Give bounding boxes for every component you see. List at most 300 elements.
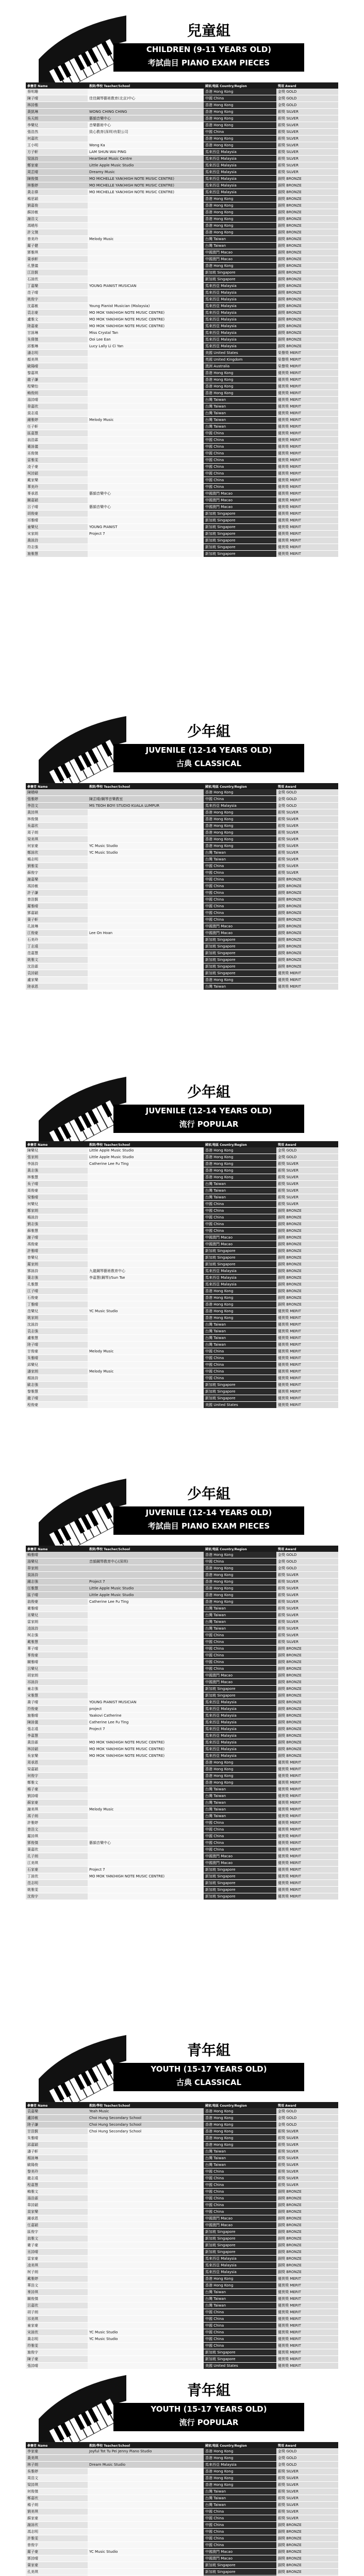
award: 銅獎 BRONZE: [276, 1255, 338, 1261]
participant-name: 顏美琪: [26, 357, 88, 363]
teacher-school: [88, 2182, 204, 2189]
award: 優異獎 MERIT: [276, 2363, 338, 2369]
table-header-row: [26, 783, 338, 789]
participant-name: 施俊宇: [26, 2349, 88, 2356]
teacher-school: [88, 1826, 204, 1833]
participant-name: 何家豪: [26, 843, 88, 850]
teacher-school: Dream Music Studio: [88, 2462, 204, 2468]
country-region: 香港 Hong Kong: [204, 1147, 276, 1154]
participant-name: 孔詠琳: [26, 923, 88, 930]
results-table: [26, 82, 338, 557]
award: 銀獎 SILVER: [276, 149, 338, 156]
country-region: 新加坡 Singapore: [204, 544, 276, 551]
participant-name: 喬詠詩: [26, 537, 88, 544]
column-header: 教師/學校 Teacher/School: [88, 2102, 204, 2108]
teacher-school: [88, 377, 204, 383]
participant-name: 祁美琪: [26, 2316, 88, 2323]
table-header-row: [26, 2102, 338, 2108]
table-row: [26, 1234, 338, 1241]
award: 銅獎 BRONZE: [276, 1652, 338, 1659]
country-region: 新加坡 Singapore: [204, 524, 276, 531]
award: 銅獎 BRONZE: [276, 216, 338, 223]
country-region: 台灣 Taiwan: [204, 403, 276, 410]
table-row: [26, 1659, 338, 1666]
award: 優異獎 MERIT: [276, 511, 338, 517]
teacher-school: [88, 296, 204, 303]
award: 優異獎 MERIT: [276, 457, 338, 464]
country-region: 中國澳門 Macao: [204, 2555, 276, 2562]
participant-name: 沈浩霖: [26, 963, 88, 970]
teacher-school: [88, 1833, 204, 1840]
table-row: [26, 2175, 338, 2182]
participant-name: 宋家朗: [26, 531, 88, 537]
country-region: 台灣 Taiwan: [204, 423, 276, 430]
award: 銀獎 SILVER: [276, 1605, 338, 1612]
participant-name: 莫詠詩: [26, 1572, 88, 1579]
teacher-school: [88, 1632, 204, 1639]
teacher-school: [88, 2282, 204, 2289]
table-row: [26, 2302, 338, 2309]
award: 金獎 GOLD: [276, 1558, 338, 1565]
teacher-school: WONG CHING CHING: [88, 109, 204, 115]
country-region: 新加坡 Singapore: [204, 957, 276, 963]
award: 優異獎 MERIT: [276, 410, 338, 417]
table-row: [26, 2495, 338, 2502]
teacher-school: [88, 2502, 204, 2509]
participant-name: 潘子軒: [26, 2148, 88, 2155]
participant-name: 邱嘉穎: [26, 2142, 88, 2148]
participant-name: 馮曉彤: [26, 223, 88, 229]
column-header: 國家/地區 Country/Region: [204, 783, 276, 789]
award: 榮譽獎 MERIT: [276, 350, 338, 357]
participant-name: 關雅晴: [26, 1659, 88, 1666]
award: 優異獎 MERIT: [276, 1402, 338, 1409]
participant-name: 黃志偉: [26, 189, 88, 196]
award: 銀獎 SILVER: [276, 1585, 338, 1592]
participant-name: 袁嘉樂: [26, 2108, 88, 2115]
country-region: 新加坡 Singapore: [204, 943, 276, 950]
participant-name: 許雅婷: [26, 1820, 88, 1826]
teacher-school: [88, 2515, 204, 2522]
participant-name: 劉志強: [26, 1221, 88, 1228]
table-row: [26, 1301, 338, 1308]
participant-name: 蔡明珊: [26, 89, 88, 95]
teacher-school: [88, 789, 204, 796]
table-row: [26, 1362, 338, 1368]
country-region: 台灣 Taiwan: [204, 410, 276, 417]
country-region: 香港 Hong Kong: [204, 2115, 276, 2122]
country-region: 香港 Hong Kong: [204, 1585, 276, 1592]
teacher-school: [88, 1208, 204, 1214]
column-header: 參賽者 Name: [26, 2442, 88, 2448]
section-title-block: [113, 2379, 304, 2431]
award: 銀獎 SILVER: [276, 129, 338, 135]
teacher-school: 藝韻音樂中心: [88, 490, 204, 497]
country-region: 新加坡 Singapore: [204, 950, 276, 957]
teacher-school: YC Music Studio: [88, 843, 204, 850]
participant-name: 楊子豪: [26, 1786, 88, 1793]
participant-name: 王小明: [26, 142, 88, 149]
award: 優異獎 MERIT: [276, 1846, 338, 1853]
participant-name: 盧詩敏: [26, 2115, 88, 2122]
country-region: 香港 Hong Kong: [204, 843, 276, 850]
teacher-school: [88, 970, 204, 977]
teacher-school: [88, 823, 204, 829]
award: 優異獎 MERIT: [276, 1382, 338, 1388]
teacher-school: Little Apple Music Studio: [88, 1147, 204, 1154]
teacher-school: YC Music Studio: [88, 850, 204, 856]
participant-name: 吳雅婷: [26, 2468, 88, 2475]
award: 銅獎 BRONZE: [276, 1295, 338, 1301]
participant-name: 符雅雯: [26, 2343, 88, 2349]
country-region: 新加坡 Singapore: [204, 1692, 276, 1699]
table-row: [26, 1726, 338, 1733]
participant-name: 鄭家豪: [26, 162, 88, 169]
teacher-school: [88, 2222, 204, 2229]
award: 優異獎 MERIT: [276, 1853, 338, 1860]
award: 銅獎 BRONZE: [276, 2269, 338, 2276]
award: 銅獎 BRONZE: [276, 1733, 338, 1739]
country-region: 香港 Hong Kong: [204, 1167, 276, 1174]
table-row: [26, 2222, 338, 2229]
award: 銀獎 SILVER: [276, 1639, 338, 1646]
country-region: 新加坡 Singapore: [204, 1382, 276, 1388]
table-row: [26, 2455, 338, 2462]
table-row: [26, 1746, 338, 1753]
participant-name: 梁雅晴: [26, 1194, 88, 1201]
participant-name: 袁志豪: [26, 310, 88, 316]
award: 優異獎 MERIT: [276, 377, 338, 383]
participant-name: 柯子朗: [26, 2269, 88, 2276]
teacher-school: Catherine Lee Fu Ting: [88, 1719, 204, 1726]
participant-name: 林子朗: [26, 2462, 88, 2468]
table-row: [26, 263, 338, 269]
table-row: [26, 923, 338, 930]
participant-name: 柯志強: [26, 1632, 88, 1639]
country-region: 香港 Hong Kong: [204, 122, 276, 129]
participant-name: 袁詩穎: [26, 970, 88, 977]
participant-name: 區嘉慧: [26, 430, 88, 437]
country-region: 香港 Hong Kong: [204, 1599, 276, 1605]
country-region: 馬來西亞 Malaysia: [204, 2262, 276, 2269]
country-region: 香港 Hong Kong: [204, 2448, 276, 2455]
teacher-school: [88, 1375, 204, 1382]
table-row: [26, 504, 338, 511]
participant-name: 孔美琪: [26, 2569, 88, 2575]
table-row: [26, 370, 338, 377]
country-region: 新加坡 Singapore: [204, 1686, 276, 1692]
award: 銅獎 BRONZE: [276, 2229, 338, 2235]
participant-name: 丁志遠: [26, 943, 88, 950]
award: 銅獎 BRONZE: [276, 263, 338, 269]
participant-name: 丁雅晴: [26, 1301, 88, 1308]
award: 銅獎 BRONZE: [276, 229, 338, 236]
teacher-school: MO MICHELLE YAN(HIGH NOTE MUSIC CENTRE): [88, 189, 204, 196]
column-header: 教師/學校 Teacher/School: [88, 1546, 204, 1552]
participant-name: 龍子謙: [26, 377, 88, 383]
participant-name: 周子朗: [26, 829, 88, 836]
country-region: 新加坡 Singapore: [204, 1880, 276, 1887]
participant-name: 華子晴: [26, 1646, 88, 1652]
table-row: [26, 229, 338, 236]
teacher-school: [88, 2162, 204, 2168]
country-region: 台灣 Taiwan: [204, 1612, 276, 1619]
teacher-school: MO MICHELLE YAN(HIGH NOTE MUSIC CENTRE): [88, 182, 204, 189]
participant-name: 龍子晴: [26, 1395, 88, 1402]
award: 優異獎 MERIT: [276, 1826, 338, 1833]
country-region: 香港 Hong Kong: [204, 196, 276, 202]
table-row: [26, 497, 338, 504]
award: 銀獎 SILVER: [276, 829, 338, 836]
table-row: [26, 1342, 338, 1348]
table-row: [26, 2363, 338, 2369]
country-region: 中國澳門 Macao: [204, 2222, 276, 2229]
table-row: [26, 1880, 338, 1887]
country-region: 中國澳門 Macao: [204, 1241, 276, 1248]
country-region: 新加坡 Singapore: [204, 937, 276, 943]
teacher-school: [88, 1255, 204, 1261]
country-region: 中國 China: [204, 1639, 276, 1646]
country-region: 新加坡 Singapore: [204, 1248, 276, 1255]
country-region: 香港 Hong Kong: [204, 2455, 276, 2462]
table-row: [26, 162, 338, 169]
results-table: [26, 2102, 338, 2369]
participant-name: 雷雅雯: [26, 457, 88, 464]
participant-name: 方子軒: [26, 149, 88, 156]
country-region: 中國 China: [204, 2168, 276, 2175]
country-region: 台灣 Taiwan: [204, 850, 276, 856]
country-region: 台灣 Taiwan: [204, 2488, 276, 2495]
teacher-school: [88, 2262, 204, 2269]
award: 金獎 GOLD: [276, 102, 338, 109]
country-region: 香港 Hong Kong: [204, 115, 276, 122]
teacher-school: [88, 450, 204, 457]
participant-name: 歐志強: [26, 1382, 88, 1388]
award: 金獎 GOLD: [276, 1552, 338, 1558]
award: 銅獎 BRONZE: [276, 1692, 338, 1699]
country-region: 中國 China: [204, 2195, 276, 2202]
award: 金獎 GOLD: [276, 1147, 338, 1154]
participant-name: 施雅晴: [26, 1713, 88, 1719]
table-row: [26, 1572, 338, 1579]
teacher-school: [88, 444, 204, 450]
country-region: 中國 China: [204, 470, 276, 477]
table-row: [26, 377, 338, 383]
award: 銅獎 BRONZE: [276, 1679, 338, 1686]
column-header: 參賽者 Name: [26, 1546, 88, 1552]
award: 銅獎 BRONZE: [276, 2235, 338, 2242]
teacher-school: [88, 1625, 204, 1632]
participant-name: 姚雅文: [26, 957, 88, 963]
teacher-school: [88, 1766, 204, 1773]
award: 優異獎 MERIT: [276, 1813, 338, 1820]
participant-name: 朱偉傑: [26, 336, 88, 343]
teacher-school: [88, 223, 204, 229]
teacher-school: [88, 1800, 204, 1806]
country-region: 中國 China: [204, 484, 276, 490]
teacher-school: [88, 890, 204, 896]
participant-name: 袁志強: [26, 1328, 88, 1335]
table-row: [26, 1605, 338, 1612]
teacher-school: [88, 1335, 204, 1342]
country-region: 香港 Hong Kong: [204, 1565, 276, 1572]
country-region: 中國 China: [204, 129, 276, 135]
country-region: 馬來西亞 Malaysia: [204, 182, 276, 189]
country-region: 中國 China: [204, 1666, 276, 1672]
award: 銀獎 SILVER: [276, 836, 338, 843]
table-row: [26, 1759, 338, 1766]
teacher-school: [88, 2482, 204, 2488]
table-row: [26, 1558, 338, 1565]
country-region: 馬來西亞 Malaysia: [204, 189, 276, 196]
participant-name: 范嘉慧: [26, 950, 88, 957]
award: 銀獎 SILVER: [276, 1174, 338, 1181]
table-row: [26, 1255, 338, 1261]
teacher-school: [88, 1288, 204, 1295]
country-region: 中國澳門 Macao: [204, 249, 276, 256]
participant-name: 鄧詠詩: [26, 1268, 88, 1275]
table-row: [26, 350, 338, 357]
teacher-school: [88, 2269, 204, 2276]
award: 銀獎 SILVER: [276, 1181, 338, 1188]
participant-name: 邱樂兒: [26, 1362, 88, 1368]
participant-name: 李嘉慧: [26, 1733, 88, 1739]
teacher-school: [88, 1672, 204, 1679]
award: 金獎 GOLD: [276, 803, 338, 809]
award: 優異獎 MERIT: [276, 437, 338, 444]
teacher-school: [88, 397, 204, 403]
table-row: [26, 316, 338, 323]
award: 銅獎 BRONZE: [276, 1753, 338, 1759]
table-row: [26, 2168, 338, 2175]
country-region: 台灣 Taiwan: [204, 1793, 276, 1800]
country-region: 新加坡 Singapore: [204, 1873, 276, 1880]
teacher-school: [88, 2316, 204, 2323]
participant-name: 陸子晴: [26, 1342, 88, 1348]
table-row: [26, 1375, 338, 1382]
section-age-group: CHILDREN (9-11 YEARS OLD): [113, 43, 304, 56]
teacher-school: Melody Music: [88, 236, 204, 243]
country-region: 馬來西亞 Malaysia: [204, 1746, 276, 1753]
award: 優異獎 MERIT: [276, 2316, 338, 2323]
country-region: 香港 Hong Kong: [204, 1780, 276, 1786]
award: 銅獎 BRONZE: [276, 316, 338, 323]
table-row: [26, 1672, 338, 1679]
participant-name: 關俊傑: [26, 2296, 88, 2302]
section-title-zh: 少年組: [187, 1083, 230, 1100]
teacher-school: [88, 950, 204, 957]
country-region: 中國 China: [204, 1652, 276, 1659]
award: 銀獎 SILVER: [276, 2162, 338, 2168]
country-region: 香港 Hong Kong: [204, 202, 276, 209]
table-row: [26, 176, 338, 182]
section-age-group: JUVENILE (12-14 YEARS OLD): [113, 744, 304, 756]
participant-name: 陳子晴: [26, 95, 88, 102]
table-row: [26, 963, 338, 970]
country-region: 香港 Hong Kong: [204, 1552, 276, 1558]
table-row: [26, 470, 338, 477]
teacher-school: Heartbeat Music Centre: [88, 156, 204, 162]
table-row: [26, 2182, 338, 2189]
table-row: [26, 1733, 338, 1739]
award: 優異獎 MERIT: [276, 2282, 338, 2289]
country-region: 美國 United States: [204, 1402, 276, 1409]
teacher-school: [88, 917, 204, 923]
teacher-school: [88, 196, 204, 202]
country-region: 馬來西亞 Malaysia: [204, 149, 276, 156]
participant-name: 鄧詩晴: [26, 2555, 88, 2562]
participant-name: 曾樂兒: [26, 1255, 88, 1261]
participant-name: 賴雅文: [26, 2189, 88, 2195]
country-region: 新加坡 Singapore: [204, 276, 276, 283]
teacher-school: Little Apple Music Studio: [88, 162, 204, 169]
participant-name: 胡家朗: [26, 1672, 88, 1679]
table-row: [26, 417, 338, 423]
table-row: [26, 457, 338, 464]
table-row: [26, 531, 338, 537]
award: 金獎 GOLD: [276, 1565, 338, 1572]
award: 銀獎 SILVER: [276, 1592, 338, 1599]
table-row: [26, 1281, 338, 1288]
teacher-school: [88, 437, 204, 444]
teacher-school: [88, 2249, 204, 2256]
section-title-block: [113, 1483, 304, 1535]
teacher-school: [88, 1395, 204, 1402]
award: 銅獎 BRONZE: [276, 1672, 338, 1679]
country-region: 馬來西亞 Malaysia: [204, 330, 276, 336]
section-title-zh: 兒童組: [187, 22, 230, 39]
section-title-block: [113, 720, 304, 772]
country-region: 中國澳門 Macao: [204, 930, 276, 937]
teacher-school: [88, 2555, 204, 2562]
award: 銅獎 BRONZE: [276, 303, 338, 310]
country-region: 新加坡 Singapore: [204, 517, 276, 524]
teacher-school: [88, 883, 204, 890]
teacher-school: [88, 2302, 204, 2309]
participant-name: 區子晴: [26, 1592, 88, 1599]
country-region: 香港 Hong Kong: [204, 2468, 276, 2475]
participant-name: 葉子軒: [26, 917, 88, 923]
teacher-school: Miss Crystal Tan: [88, 330, 204, 336]
participant-name: 宋雅慧: [26, 1692, 88, 1699]
participant-name: 吳家樂: [26, 1753, 88, 1759]
table-row: [26, 789, 338, 796]
award: 銅獎 BRONZE: [276, 1726, 338, 1733]
country-region: 台灣 Taiwan: [204, 1800, 276, 1806]
participant-name: 張詩晴: [26, 2363, 88, 2369]
teacher-school: 陳芷晴/鋼琴音樂教室: [88, 796, 204, 803]
table-row: [26, 1619, 338, 1625]
table-row: [26, 870, 338, 876]
participant-name: 丁嘉樂: [26, 283, 88, 290]
column-header: 國家/地區 Country/Region: [204, 2102, 276, 2108]
participant-name: 程嘉慧: [26, 2182, 88, 2189]
teacher-school: [88, 1619, 204, 1625]
table-row: [26, 1188, 338, 1194]
section-title-block: [113, 1081, 304, 1133]
table-row: [26, 1646, 338, 1652]
country-region: 香港 Hong Kong: [204, 1301, 276, 1308]
section-title-zh: 少年組: [187, 1485, 230, 1502]
participant-name: 曾浩賢: [26, 896, 88, 903]
participant-name: 麥俊豪: [26, 1652, 88, 1659]
table-row: [26, 1174, 338, 1181]
teacher-school: [88, 1552, 204, 1558]
table-row: [26, 1840, 338, 1846]
teacher-school: [88, 470, 204, 477]
teacher-school: [88, 457, 204, 464]
teacher-school: MS TEOH BOYI STUDIO KUALA LUMPUR: [88, 803, 204, 809]
